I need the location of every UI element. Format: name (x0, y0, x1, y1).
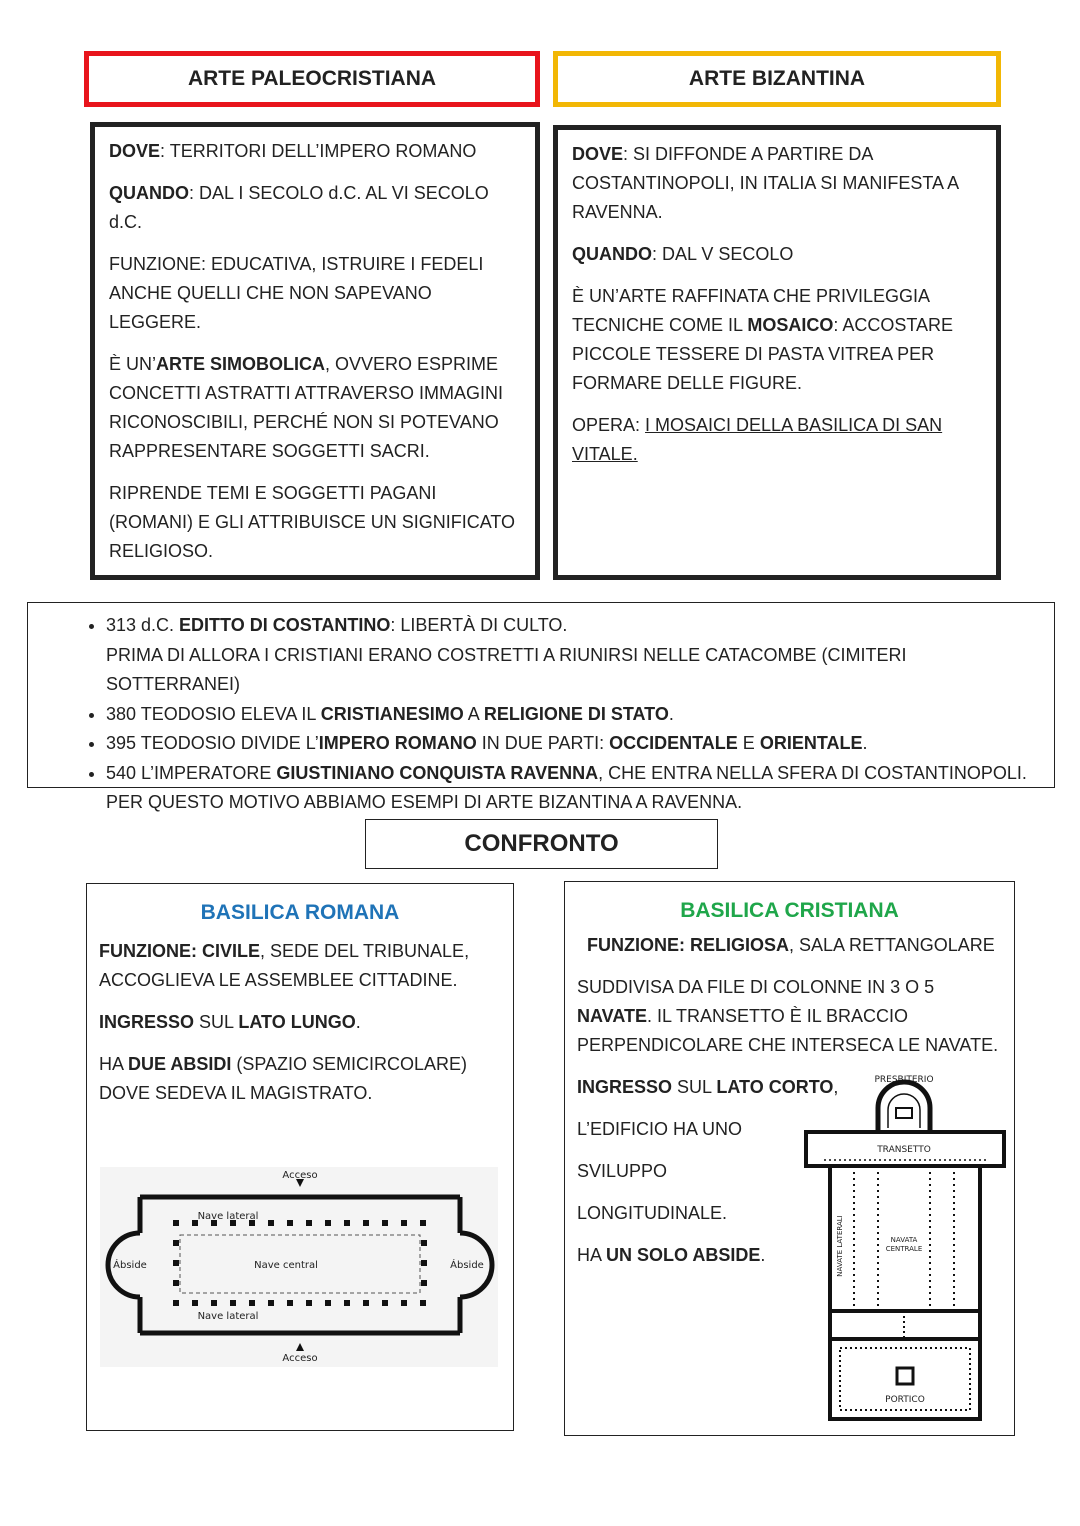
biz-opera-link: I MOSAICI DELLA BASILICA DI SAN VITALE. (572, 415, 943, 464)
plan-column (420, 1220, 426, 1226)
event-313: • 313 d.C. EDITTO DI COSTANTINO: LIBERTÀ DI CULTO. PRIMA DI ALLORA I CRISTIANI ERANO COSTRETTI A RIUNIRSI NELLE CATACOMBE (CIMITERI SOTTERRANEI) (106, 611, 1042, 700)
plan-navate-laterali: NAVATE LATERALI (836, 1215, 844, 1277)
plan-column (173, 1240, 179, 1246)
cristiana-ingresso: INGRESSO SUL LATO CORTO, (577, 1077, 839, 1097)
biz-quando: QUANDO: DAL V SECOLO (572, 244, 794, 264)
plan-column (306, 1220, 312, 1226)
plan-column (421, 1240, 427, 1246)
paleo-dove: DOVE: TERRITORI DELL’IMPERO ROMANO (109, 141, 477, 161)
plan-nave-central: Nave central (254, 1260, 318, 1271)
plan-navata: NAVATA (890, 1236, 918, 1244)
paleo-panel (90, 122, 540, 580)
plan-column (173, 1280, 179, 1286)
paleo-title-box (84, 51, 540, 107)
plan-presbiterio: PRESBITERIO (874, 1075, 934, 1085)
romana-absidi: HA DUE ABSIDI (SPAZIO SEMICIRCOLARE) DOVE SEDEVA IL MAGISTRATO. (99, 1054, 468, 1103)
plan-centrale: CENTRALE (885, 1245, 923, 1253)
plan-abside-left: Ábside (113, 1260, 147, 1271)
events-list (68, 611, 1042, 818)
event-380: • 380 TEODOSIO ELEVA IL CRISTIANESIMO A RELIGIONE DI STATO. (106, 700, 1042, 730)
plan-column (287, 1300, 293, 1306)
plan-abside-right: Ábside (450, 1260, 484, 1271)
plan-column (363, 1300, 369, 1306)
plan-acceso-top: Acceso (282, 1170, 318, 1181)
plan-nave-lateral-bottom: Nave lateral (197, 1311, 259, 1322)
plan-portico: PORTICO (885, 1395, 925, 1405)
romana-funzione: FUNZIONE: CIVILE, SEDE DEL TRIBUNALE, ACCOGLIEVA LE ASSEMBLEE CITTADINE. (99, 941, 470, 990)
event-395: • 395 TEODOSIO DIVIDE L’IMPERO ROMANO IN DUE PARTI: OCCIDENTALE E ORIENTALE. (106, 729, 1042, 759)
cristiana-title: BASILICA CRISTIANA (680, 899, 899, 922)
plan-column (344, 1220, 350, 1226)
plan-acceso-bottom: Acceso (282, 1353, 318, 1364)
plan-column (420, 1300, 426, 1306)
plan-transetto: TRANSETTO (877, 1145, 931, 1155)
plan-column (421, 1260, 427, 1266)
plan-column (192, 1300, 198, 1306)
cristiana-sviluppo-2: SVILUPPO (577, 1161, 668, 1181)
plan-nave-lateral-top: Nave lateral (197, 1211, 259, 1222)
plan-column (325, 1300, 331, 1306)
plan-column (421, 1280, 427, 1286)
plan-column (401, 1300, 407, 1306)
paleo-quando: QUANDO: DAL I SECOLO d.C. AL VI SECOLO d.C. (109, 183, 489, 232)
plan-column (401, 1220, 407, 1226)
cristiana-sviluppo-1: L’EDIFICIO HA UNO (577, 1119, 743, 1139)
plan-column (211, 1300, 217, 1306)
cristiana-abside: HA UN SOLO ABSIDE. (577, 1245, 766, 1265)
bizantina-title-box (553, 51, 1001, 107)
biz-dove: DOVE: SI DIFFONDE A PARTIRE DA COSTANTINOPOLI, IN ITALIA SI MANIFESTA A RAVENNA. (572, 144, 959, 222)
plan-column (363, 1220, 369, 1226)
basilica-romana-plan (100, 1167, 498, 1367)
cristiana-funzione: FUNZIONE: RELIGIOSA, SALA RETTANGOLARE (587, 935, 995, 955)
plan-column (325, 1220, 331, 1226)
biz-opera: OPERA: I MOSAICI DELLA BASILICA DI SAN VITALE. (572, 415, 943, 464)
confronto-title: CONFRONTO (464, 830, 619, 857)
paleo-simbolica: È UN’ARTE SIMOBOLICA, OVVERO ESPRIME CONCETTI ASTRATTI ATTRAVERSO IMMAGINI RICONOSCIBILI, PERCHÉ NON SI POTEVANO RAPPRESENTARE SOGGETTI SACRI. (109, 354, 504, 461)
plan-column (344, 1300, 350, 1306)
plan-column (306, 1300, 312, 1306)
romana-ingresso: INGRESSO SUL LATO LUNGO. (99, 1012, 361, 1032)
confronto-title-box (365, 819, 718, 869)
bizantina-panel (553, 125, 1001, 580)
plan-column (249, 1300, 255, 1306)
plan-column (382, 1220, 388, 1226)
events-box (27, 602, 1055, 812)
basilica-cristiana-plan (800, 1070, 1010, 1425)
plan-column (173, 1260, 179, 1266)
cristiana-sviluppo-3: LONGITUDINALE. (577, 1203, 728, 1223)
paleo-title: ARTE PALEOCRISTIANA (187, 67, 437, 90)
paleo-funzione: FUNZIONE: EDUCATIVA, ISTRUIRE I FEDELI ANCHE QUELLI CHE NON SAPEVANO LEGGERE. (109, 254, 484, 332)
biz-raffinata: È UN’ARTE RAFFINATA CHE PRIVILEGGIA TECNICHE COME IL MOSAICO: ACCOSTARE PICCOLE TESSERE DI PASTA VITREA PER FORMARE DELLE FIGURE. (572, 286, 954, 393)
plan-column (382, 1300, 388, 1306)
plan-column (268, 1220, 274, 1226)
plan-column (173, 1300, 179, 1306)
bizantina-title: ARTE BIZANTINA (688, 67, 866, 90)
event-540: • 540 L’IMPERATORE GIUSTINIANO CONQUISTA RAVENNA, CHE ENTRA NELLA SFERA DI COSTANTINOPOLI. PER QUESTO MOTIVO ABBIAMO ESEMPI DI ARTE BIZANTINA A RAVENNA. (106, 759, 1042, 818)
romana-title: BASILICA ROMANA (200, 901, 400, 924)
plan-column (230, 1300, 236, 1306)
plan-column (268, 1300, 274, 1306)
paleo-riprende: RIPRENDE TEMI E SOGGETTI PAGANI (ROMANI) E GLI ATTRIBUISCE UN SIGNIFICATO RELIGIOSO. (109, 483, 516, 561)
cristiana-suddivisa: SUDDIVISA DA FILE DI COLONNE IN 3 O 5 NAVATE. IL TRANSETTO È IL BRACCIO PERPENDICOLARE CHE INTERSECA LE NAVATE. (577, 977, 999, 1055)
plan-column (287, 1220, 293, 1226)
plan-column (173, 1220, 179, 1226)
